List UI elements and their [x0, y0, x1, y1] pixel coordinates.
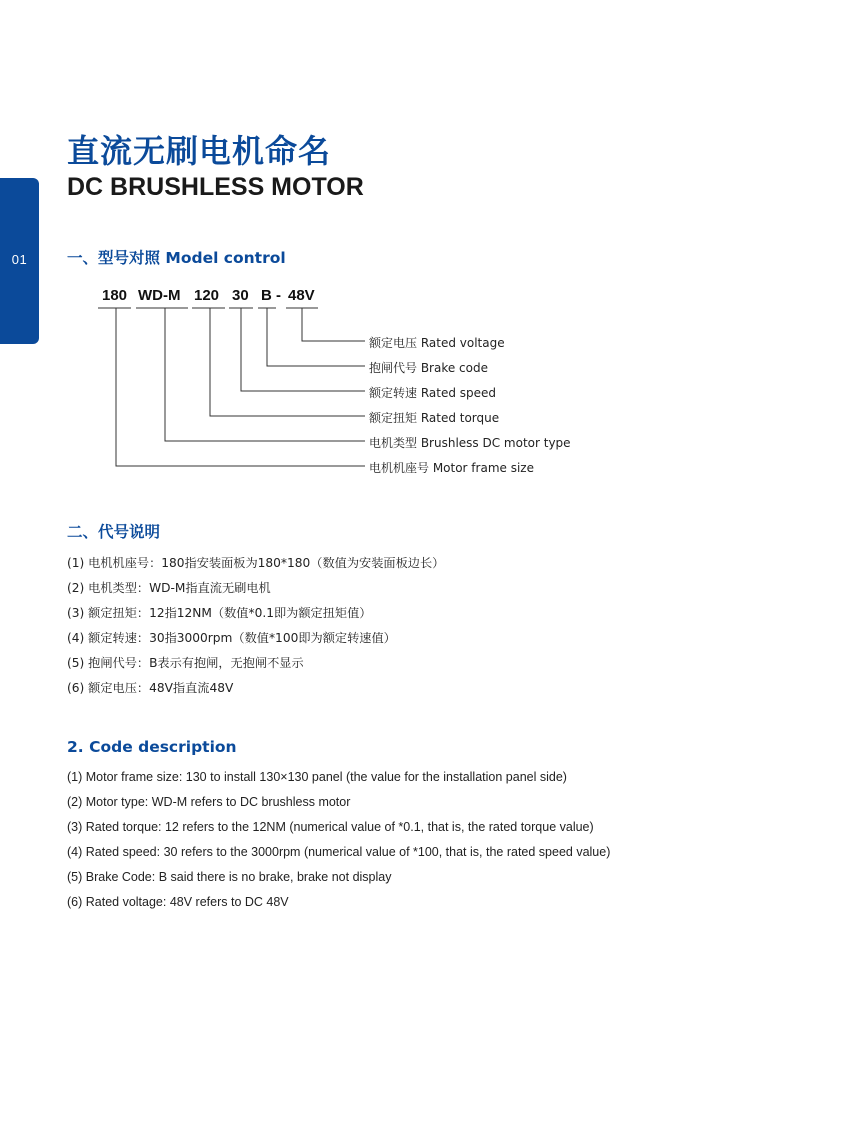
code-part-torque: 120 — [194, 287, 220, 304]
code-part-dash: - — [276, 287, 281, 304]
connector-voltage — [302, 308, 365, 341]
legend-brake-code: 抱闸代号 Brake code — [369, 361, 488, 375]
connector-brake — [267, 308, 365, 366]
code-part-speed: 30 — [232, 287, 249, 304]
page-title-en: DC BRUSHLESS MOTOR — [67, 173, 364, 201]
connector-frame — [116, 308, 365, 466]
model-control-heading: 一、型号对照 Model control — [67, 249, 286, 267]
legend-rated-voltage: 额定电压 Rated voltage — [369, 336, 505, 350]
code-part-frame: 180 — [102, 287, 128, 304]
list-item: (4) Rated speed: 30 refers to the 3000rpm (numerical value of *100, that is, the rated speed value) — [67, 845, 611, 859]
legend-rated-speed: 额定转速 Rated speed — [369, 386, 497, 400]
list-item: (3) Rated torque: 12 refers to the 12NM (numerical value of *0.1, that is, the rated torque value) — [67, 820, 594, 834]
list-item: (1) Motor frame size: 130 to install 130×130 panel (the value for the installation panel side) — [67, 770, 567, 784]
code-description-en-heading: 2. Code description — [67, 738, 237, 756]
list-item: (5) 抱闸代号：B表示有抱闸，无抱闸不显示 — [67, 656, 304, 670]
page-number: 01 — [11, 252, 28, 267]
list-item: (2) Motor type: WD-M refers to DC brushless motor — [67, 795, 351, 809]
code-part-type: WD-M — [138, 287, 181, 304]
legend-rated-torque: 额定扭矩 Rated torque — [369, 411, 500, 425]
list-item: (6) 额定电压：48V指直流48V — [67, 681, 234, 695]
code-description-en-list — [67, 765, 610, 915]
list-item: (4) 额定转速：30指3000rpm（数值*100即为额定转速值） — [67, 631, 396, 645]
code-description-cn-list — [67, 551, 444, 701]
connector-speed — [241, 308, 365, 391]
list-item: (5) Brake Code: B said there is no brake, brake not display — [67, 870, 392, 884]
code-part-voltage: 48V — [288, 287, 315, 304]
connector-type — [165, 308, 365, 441]
list-item: (6) Rated voltage: 48V refers to DC 48V — [67, 895, 289, 909]
list-item: (2) 电机类型：WD-M指直流无刷电机 — [67, 581, 271, 595]
code-description-cn-heading: 二、代号说明 — [67, 523, 161, 541]
code-part-brake: B — [261, 287, 272, 304]
page-title-cn: 直流无刷电机命名 — [67, 132, 332, 170]
list-item: (3) 额定扭矩：12指12NM（数值*0.1即为额定扭矩值） — [67, 606, 372, 620]
connector-torque — [210, 308, 365, 416]
legend-motor-type: 电机类型 Brushless DC motor type — [369, 436, 571, 450]
legend-frame-size: 电机机座号 Motor frame size — [369, 461, 534, 475]
list-item: (1) 电机机座号：180指安装面板为180*180（数值为安装面板边长） — [67, 556, 445, 570]
